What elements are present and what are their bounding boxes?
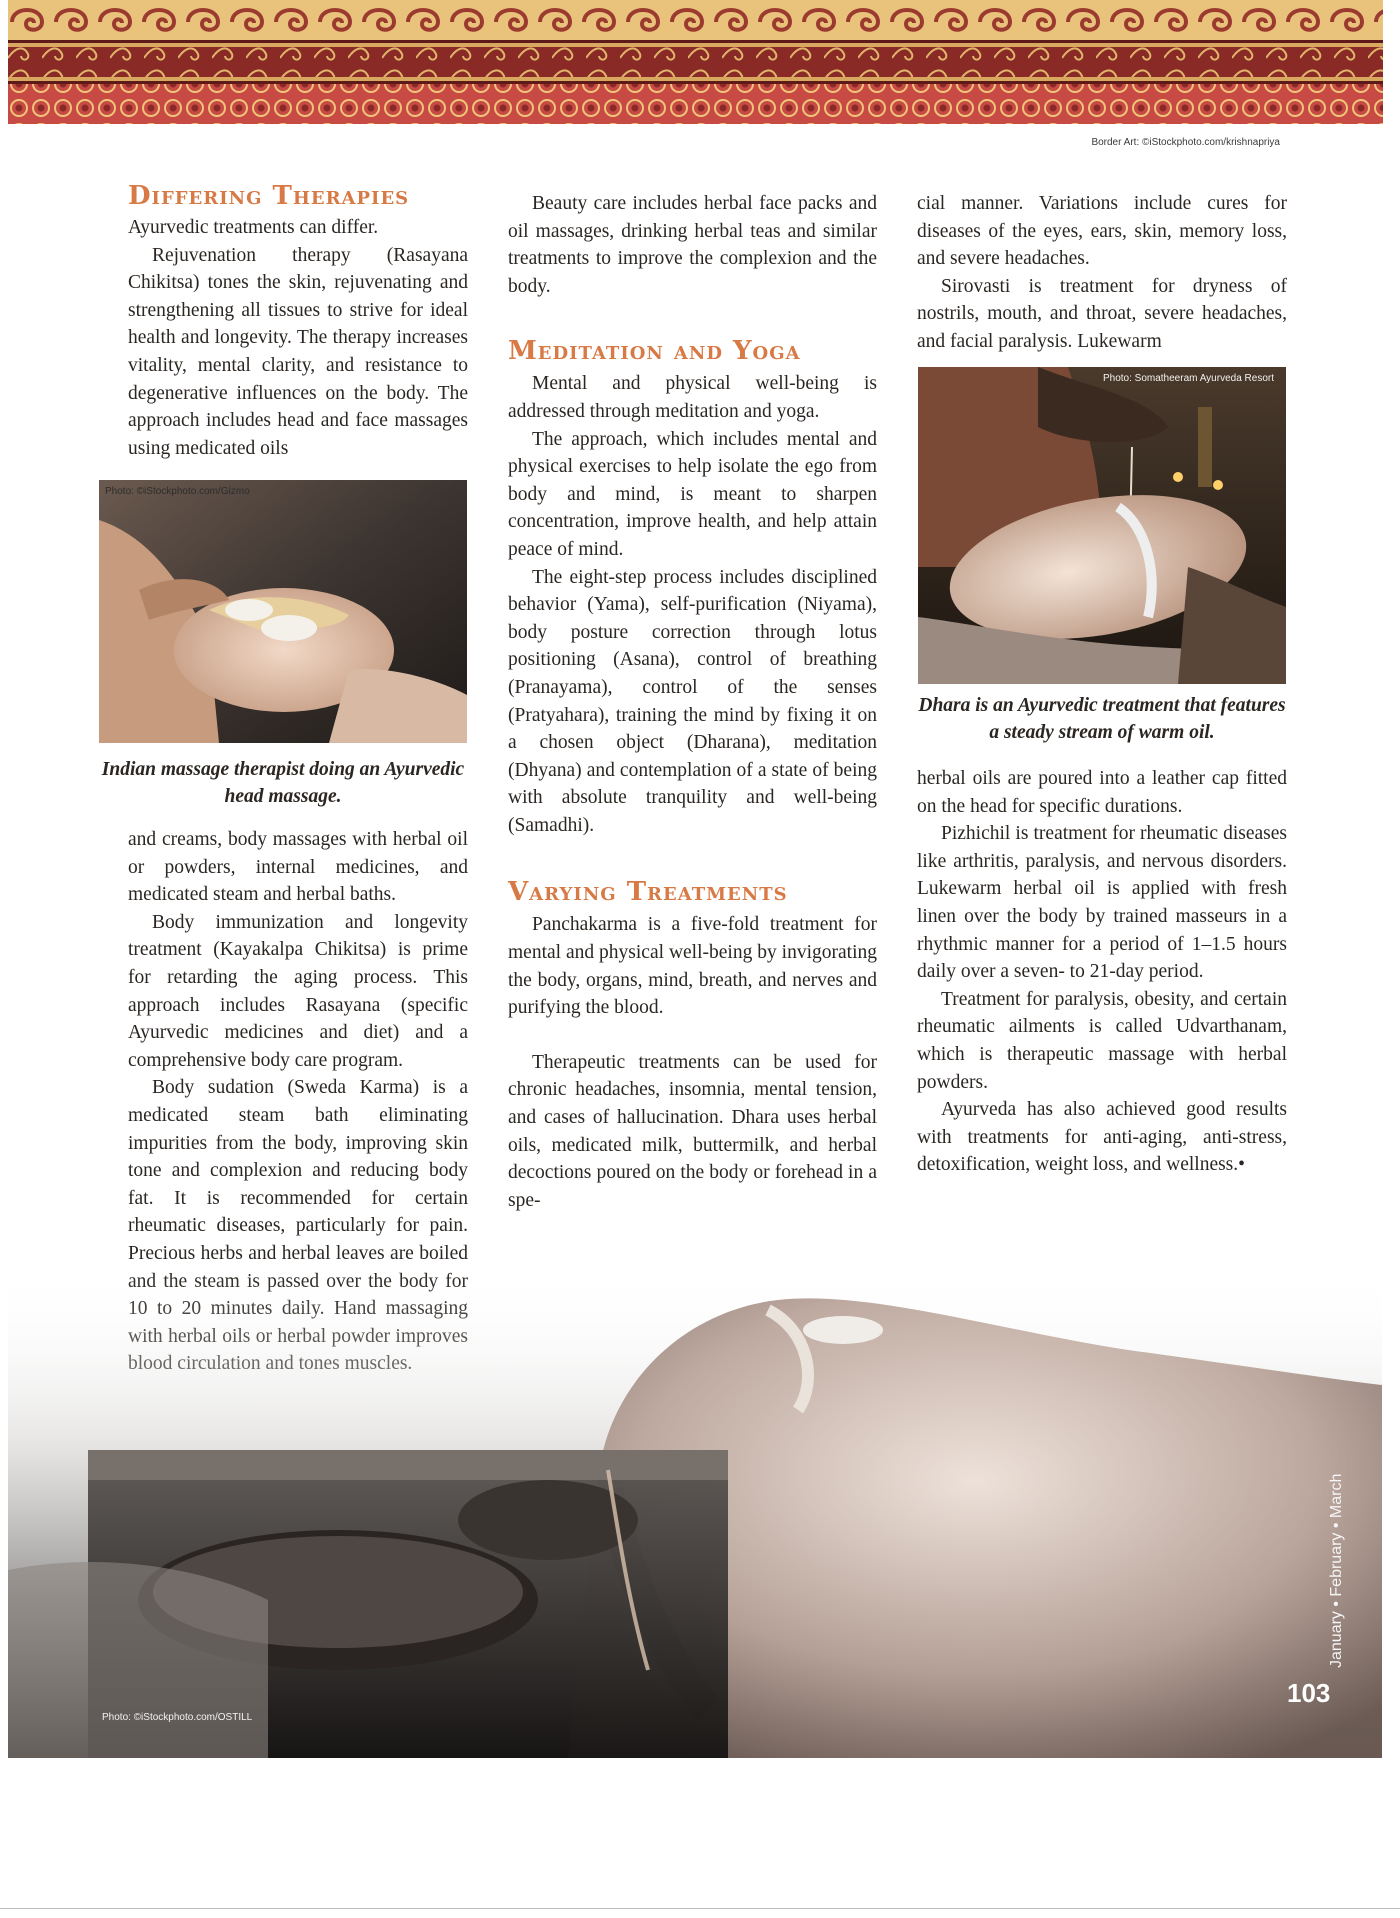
photo-credit-gizmo: Photo: ©iStockphoto.com/Gizmo [105, 486, 250, 497]
heading-meditation-yoga: Meditation and Yoga [508, 336, 801, 367]
heading-differing-therapies: Differing Therapies [128, 181, 410, 211]
column-1 [128, 214, 468, 462]
paragraph: Ayurveda has also achieved good results with treatments for anti-aging, anti-stress, detoxification, weight loss, and wellness.• [917, 1099, 1287, 1176]
paragraph: and creams, body massages with herbal oil or powders, internal medicines, and medicated steam and herbal baths. [128, 829, 468, 906]
heading-varying-treatments: Varying Treatments [508, 877, 788, 908]
paragraph: cial manner. Variations include cures for diseases of the eyes, ears, skin, memory loss, and severe headaches. [917, 193, 1287, 270]
paragraph: Pizhichil is treatment for rheumatic diseases like arthritis, paralysis, and nervous disorders. Lukewarm herbal oil is applied with fresh linen over the body by trained masseurs in a rhythmic manner for a period of 1–1.5 hours daily over a seven- to 21-day period. [917, 823, 1287, 983]
paragraph: Body immunization and longevity treatment (Kayakalpa Chikitsa) is prime for retarding the aging process. This approach includes Rasayana (specific Ayurvedic medicines and diet) and a comprehensive body care program. [128, 911, 468, 1071]
paragraph: The eight-step process includes disciplined behavior (Yama), self-purification (Niyama), body posture correction through lotus positioning (Asana), control of breathing (Pranayama), control of the senses (Pratyahara), training the mind by fixing it on a chosen object (Dharana), meditation (Dhyana) and contemplation of a state of being with absolute tranquility and well-being (Samadhi). [508, 566, 877, 836]
photo-credit-somatheeram: Photo: Somatheeram Ayurveda Resort [1102, 373, 1274, 384]
head-massage-photo [99, 480, 467, 743]
paragraph: herbal oils are poured into a leather cap fitted on the head for specific durations. [917, 768, 1287, 817]
paragraph: Body sudation (Sweda Karma) is a medicated steam bath eliminating impurities from the body, improving skin tone and complexion and reducing body fat. It is recommended for certain rheumatic diseases, particularly for pain. Precious herbs and herbal leaves are boiled [128, 1077, 468, 1264]
paragraph: Therapeutic treatments can be used for chronic headaches, insomnia, mental tension, and cases of hallucination. Dhara uses herbal oils, medicated milk, buttermilk, and herbal decoctions poured on the body or forehead in a spe- [508, 1051, 877, 1211]
scan-edge-line [0, 1908, 1400, 1909]
photo-credit-ostill: Photo: ©iStockphoto.com/OSTILL [102, 1712, 253, 1723]
caption-head-massage: Indian massage therapist doing an Ayurvedic head massage. [101, 759, 465, 807]
paragraph: The approach, which includes mental and physical exercises to help isolate the ego from body and mind, is meant to sharpen concentration, improve health, and help attain peace of mind. [508, 428, 877, 560]
column-2 [508, 190, 877, 1214]
paragraph: Beauty care includes herbal face packs and oil massages, drinking herbal teas and similar treatments to improve the complexion and the body. [508, 193, 877, 297]
reclining-woman-photo [8, 1270, 1382, 1758]
dhara-treatment-photo [918, 367, 1286, 684]
column-3 [917, 190, 1287, 356]
paragraph: Mental and physical well-being is addressed through meditation and yoga. [508, 373, 877, 422]
column-3-continued [917, 765, 1287, 1179]
paragraph: Treatment for paralysis, obesity, and certain rheumatic ailments is called Udvarthanam, which is therapeutic massage with herbal powders. [917, 988, 1287, 1093]
issue-date: January • February • March [1328, 1473, 1345, 1668]
paragraph: Panchakarma is a five-fold treatment for mental and physical well-being by invigorating the body, organs, mind, breath, and nerves and purifying the blood. [508, 914, 877, 1019]
decorative-border [8, 0, 1383, 124]
caption-dhara: Dhara is an Ayurvedic treatment that features a steady stream of warm oil. [918, 695, 1286, 743]
border-art-credit: Border Art: ©iStockphoto.com/krishnapriya [1091, 137, 1280, 148]
paragraph: Ayurvedic treatments can differ. [128, 217, 379, 238]
paragraph: Rejuvenation therapy (Rasayana Chikitsa) tones the skin, rejuvenating and strengthening all tissues to strive for ideal health and longevity. The therapy increases vitality, mental clarity, and resistance to degenerative influences on the body. The approach includes head and face massages using medicated oils [128, 244, 468, 459]
page-number: 103 [1287, 1678, 1331, 1708]
paragraph: Sirovasti is treatment for dryness of nostrils, mouth, and throat, severe headaches, and facial paralysis. Lukewarm [917, 275, 1287, 352]
